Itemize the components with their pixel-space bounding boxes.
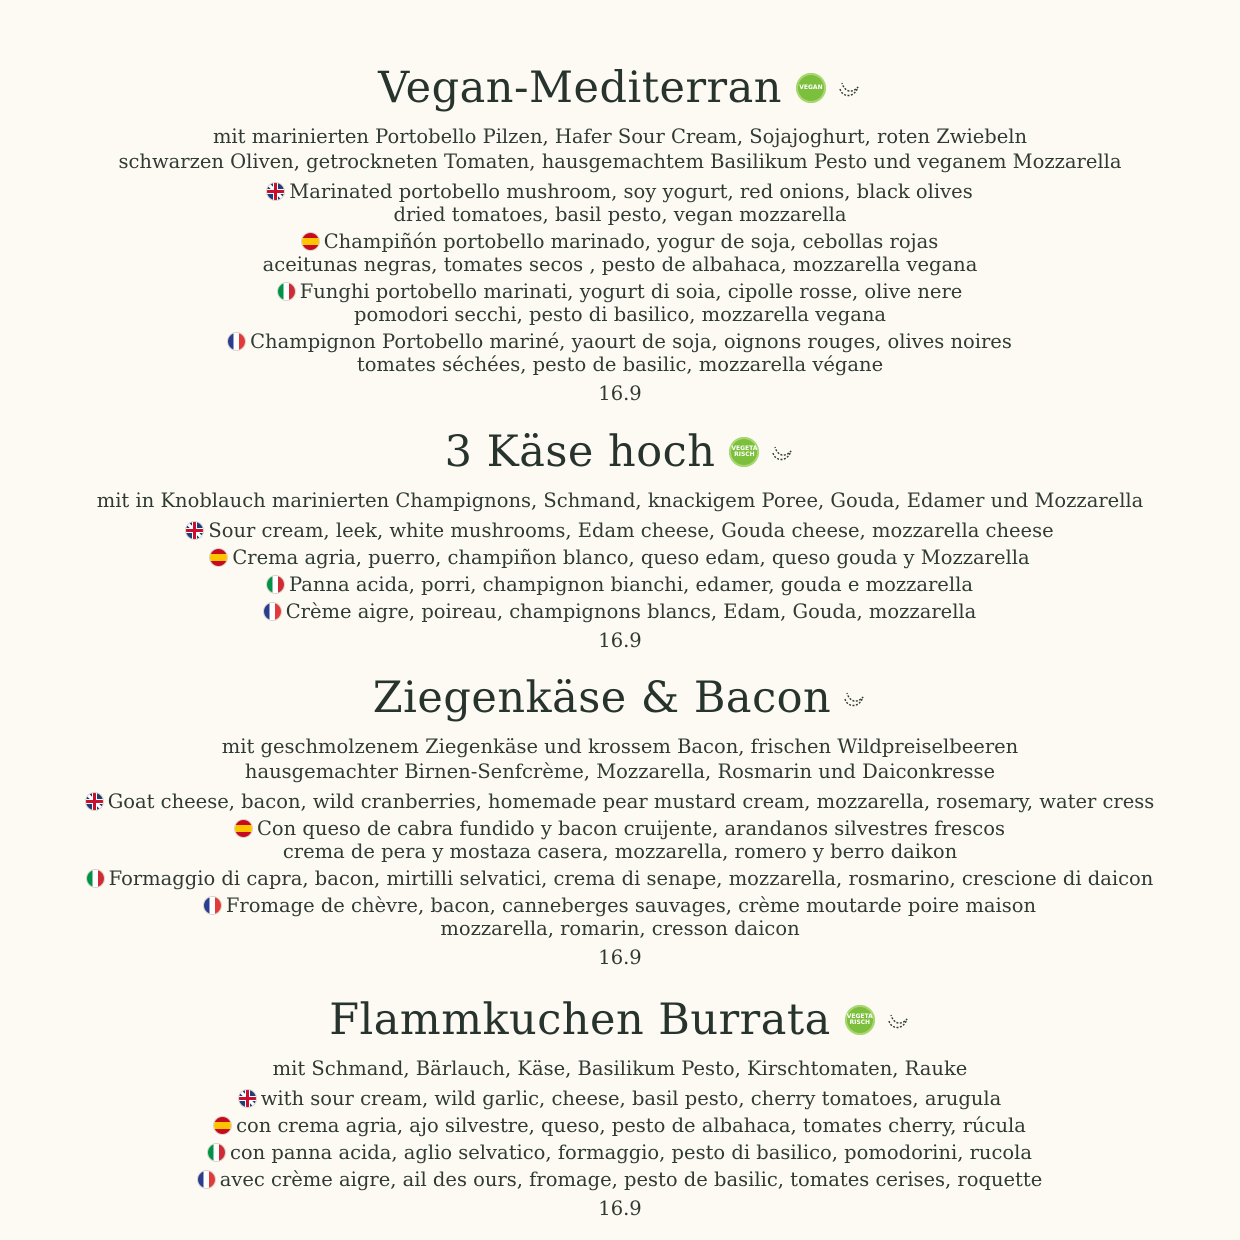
translation-french [0,330,1240,376]
translation-italian [0,867,1240,890]
description-line: mit Schmand, Bärlauch, Käse, Basilikum Pesto, Kirschtomaten, Rauke [272,1057,968,1080]
description-german [0,734,1240,784]
dish-price: 16.9 [598,1197,642,1220]
dish-title: Flammkuchen Burrata [329,994,831,1045]
translation-line: Crème aigre, poireau, champignons blancs, Edam, Gouda, mozzarella [285,600,977,623]
translation-line: pomodori secchi, pesto di basilico, mozzarella vegana [353,303,887,326]
dish-vegan-mediterran [0,58,1240,406]
dish-price: 16.9 [598,382,642,405]
france-flag-icon [264,603,281,620]
translation-line: crema de pera y mostaza casera, mozzarella, romero y berro daikon [282,840,958,863]
moon-icon [841,685,867,711]
translation-line: Panna acida, porri, champignon bianchi, edamer, gouda e mozzarella [289,573,973,596]
translation-line: tomates séchées, pesto de basilic, mozzarella végane [356,353,884,376]
description-line: mit in Knoblauch marinierten Champignons, Schmand, knackigem Poree, Gouda, Edamer und Mozzarella [96,489,1144,512]
translation-line: Con queso de cabra fundido y bacon cruijente, arandanos silvestres frescos [257,817,1005,840]
translation-spanish [0,1114,1240,1137]
dish-title-row [0,990,1240,1050]
translation-line: Champignon Portobello mariné, yaourt de soja, oignons rouges, olives noires [250,330,1012,353]
translation-spanish [0,230,1240,276]
dish-price: 16.9 [598,629,642,652]
france-flag-icon [198,1171,215,1188]
description-german [0,1056,1240,1081]
vegan-badge-icon: VEGAN [796,73,826,103]
translation-line: mozzarella, romarin, cresson daicon [440,917,800,940]
translation-french [0,1168,1240,1191]
translation-french [0,894,1240,940]
spain-flag-icon [214,1117,231,1134]
translation-spanish [0,546,1240,569]
dish-3-kaese-hoch [0,422,1240,653]
spain-flag-icon [302,233,319,250]
dish-title: Vegan-Mediterran [378,62,782,113]
dish-title: 3 Käse hoch [444,426,716,477]
uk-flag-icon [267,183,284,200]
moon-icon [836,75,862,101]
translation-english [0,1087,1240,1110]
uk-flag-icon [239,1090,256,1107]
translation-line: Formaggio di capra, bacon, mirtilli selvatici, crema di senape, mozzarella, rosmarino, crescione di daicon [108,867,1154,890]
translation-italian [0,573,1240,596]
moon-icon [885,1007,911,1033]
translation-line: Champiñón portobello marinado, yogur de soja, cebollas rojas [323,230,939,253]
vegetarian-badge-icon: VEGETA RISCH [845,1005,875,1035]
translation-english [0,519,1240,542]
translation-line: Marinated portobello mushroom, soy yogurt, red onions, black olives [289,180,973,203]
dish-title-row [0,422,1240,482]
translation-line: Fromage de chèvre, bacon, canneberges sauvages, crème moutarde poire maison [225,894,1037,917]
dish-title: Ziegenkäse & Bacon [372,672,832,723]
description-german [0,124,1240,174]
moon-icon [769,439,795,465]
italy-flag-icon [208,1144,225,1161]
vegetarian-badge-icon: VEGETA RISCH [729,437,759,467]
translation-french [0,600,1240,623]
dish-ziegenkaese-bacon [0,668,1240,970]
translation-english [0,180,1240,226]
italy-flag-icon [87,870,104,887]
translation-italian [0,280,1240,326]
description-line: hausgemachter Birnen-Senfcrème, Mozzarella, Rosmarin und Daiconkresse [244,760,996,783]
translation-line: Funghi portobello marinati, yogurt di soia, cipolle rosse, olive nere [299,280,963,303]
dish-flammkuchen-burrata [0,990,1240,1221]
translation-line: with sour cream, wild garlic, cheese, basil pesto, cherry tomatoes, arugula [260,1087,1002,1110]
dish-title-row [0,58,1240,118]
translation-line: con panna acida, aglio selvatico, formaggio, pesto di basilico, pomodorini, rucola [229,1141,1032,1164]
description-line: mit marinierten Portobello Pilzen, Hafer Sour Cream, Sojajoghurt, roten Zwiebeln [212,125,1028,148]
description-german [0,488,1240,513]
france-flag-icon [204,897,221,914]
translation-italian [0,1141,1240,1164]
translation-line: Crema agria, puerro, champiñon blanco, queso edam, queso gouda y Mozzarella [232,546,1030,569]
italy-flag-icon [267,576,284,593]
translation-line: Goat cheese, bacon, wild cranberries, homemade pear mustard cream, mozzarella, rosemary, water cress [107,790,1155,813]
spain-flag-icon [235,820,252,837]
translation-spanish [0,817,1240,863]
translation-line: avec crème aigre, ail des ours, fromage, pesto de basilic, tomates cerises, roquette [219,1168,1043,1191]
uk-flag-icon [86,793,103,810]
translation-line: dried tomatoes, basil pesto, vegan mozzarella [393,203,847,226]
translation-line: Sour cream, leek, white mushrooms, Edam cheese, Gouda cheese, mozzarella cheese [208,519,1054,542]
dish-title-row [0,668,1240,728]
translation-line: aceitunas negras, tomates secos , pesto de albahaca, mozzarella vegana [262,253,978,276]
spain-flag-icon [210,549,227,566]
italy-flag-icon [278,283,295,300]
dish-price: 16.9 [598,946,642,969]
translation-english [0,790,1240,813]
france-flag-icon [228,333,245,350]
translation-line: con crema agria, ajo silvestre, queso, pesto de albahaca, tomates cherry, rúcula [236,1114,1026,1137]
uk-flag-icon [186,522,203,539]
description-line: mit geschmolzenem Ziegenkäse und krossem Bacon, frischen Wildpreiselbeeren [221,735,1019,758]
description-line: schwarzen Oliven, getrockneten Tomaten, hausgemachtem Basilikum Pesto und veganem Mozzarella [118,150,1122,173]
